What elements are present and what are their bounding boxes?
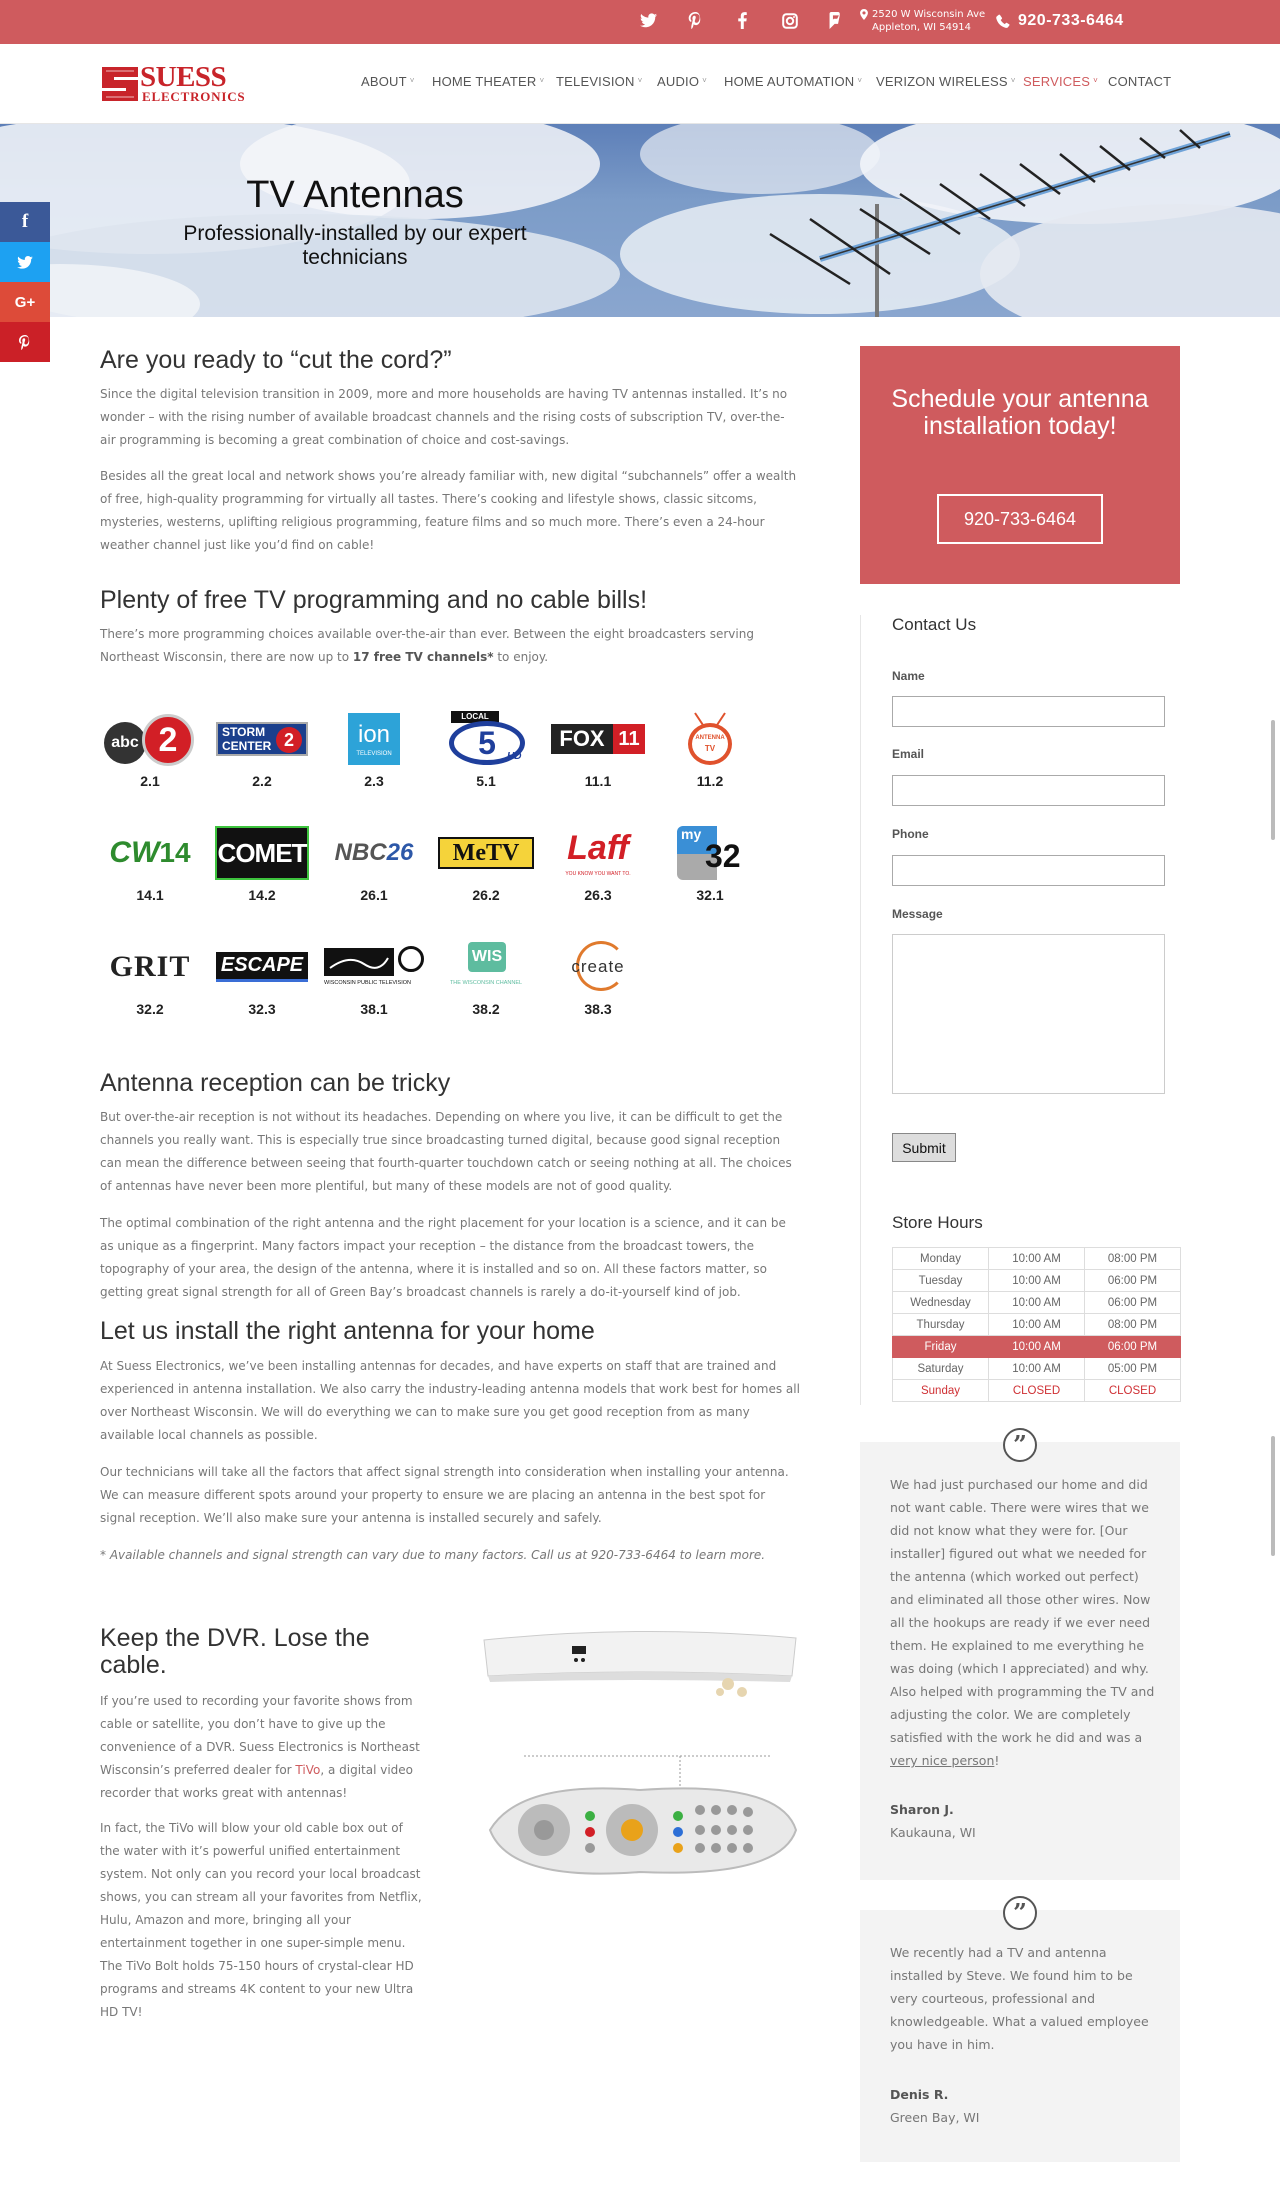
message-label: Message xyxy=(892,907,943,921)
paragraph-reception-2: The optimal combination of the right antenna and the right placement for your location is a science, and it can be as unique as a fingerprint. Many factors impact your reception – the distance from the broadcast towers, the topography of your area, the design of the antenna, where it is installed and so on. All these factors matter, so getting great signal strength for all of Green Bay’s broadcast channels is rarely a do-it-yourself kind of job. xyxy=(100,1216,786,1299)
contact-title: Contact Us xyxy=(892,615,977,634)
wisconsin-public-television-logo: WISCONSIN PUBLIC TELEVISION xyxy=(319,937,429,997)
channel-tile xyxy=(543,937,653,1037)
fox11-logo: FOX 11 xyxy=(543,709,653,769)
instagram-icon[interactable] xyxy=(782,13,798,33)
channel-number: 26.1 xyxy=(360,887,388,903)
channel-number: 32.2 xyxy=(136,1001,164,1017)
channel-tile xyxy=(543,823,653,923)
channel-tile xyxy=(319,937,429,1037)
nav-verizon-wireless[interactable]: VERIZON WIRELESS ˅ xyxy=(876,74,1016,89)
testimonial-city: Green Bay, WI xyxy=(890,2110,980,2125)
phone-label: Phone xyxy=(892,827,929,841)
my32-logo: my 32 xyxy=(655,823,765,883)
section-title-dvr: Keep the DVR. Lose the cable. xyxy=(100,1624,370,1679)
hours-row: Wednesday 10:00 AM 06:00 PM xyxy=(893,1292,1181,1314)
top-phone-number: 920-733-6464 xyxy=(1018,12,1124,29)
google-plus-icon: G+ xyxy=(14,293,36,311)
name-input[interactable] xyxy=(892,696,1165,727)
hero-subtitle: Professionally-installed by our expert technicians xyxy=(183,222,527,269)
hours-row: Monday 10:00 AM 08:00 PM xyxy=(893,1248,1181,1270)
email-input[interactable] xyxy=(892,775,1165,806)
channel-tile xyxy=(655,823,765,923)
nbc26-logo: NBC 26 xyxy=(334,839,414,866)
testimonial-card xyxy=(860,1898,1180,2162)
channel-tile xyxy=(431,937,541,1037)
chevron-down-icon: ˅ xyxy=(1010,76,1016,85)
foursquare-icon[interactable] xyxy=(829,12,842,33)
hours-row-closed: Sunday CLOSED CLOSED xyxy=(893,1380,1181,1402)
paragraph-intro: Since the digital television transition in 2009, more and more households are having TV antennas installed. It’s no wonder – with the rising number of available broadcast channels and the rising costs of subscription TV, over-the-air programming is becoming a great combination of choice and cost-savings. xyxy=(100,387,788,447)
ion-logo: ion TELEVISION xyxy=(319,709,429,769)
map-pin-icon xyxy=(860,9,868,24)
facebook-icon: f xyxy=(21,211,29,232)
nav-contact[interactable]: CONTACT xyxy=(1108,74,1172,89)
channel-tile xyxy=(319,709,429,809)
hero-banner xyxy=(0,124,1280,317)
section-title-free-tv: Plenty of free TV programming and no cable bills! xyxy=(100,586,648,614)
site-header xyxy=(0,44,1280,124)
paragraph-install-1: At Suess Electronics, we’ve been installing antennas for decades, and have experts on staff that are trained and experienced in antenna installation. We also carry the industry-leading antenna models that work best for homes all over Northeast Wisconsin. We will do everything we can to make sure you get good reception from as many available local channels as possible. xyxy=(100,1359,800,1442)
testimonial-link[interactable]: very nice person xyxy=(890,1753,995,1768)
paragraph-subchannels: Besides all the great local and network shows you’re already familiar with, new digital “subchannels” offer a wealth of free, high-quality programming for virtually all tastes. There’s cooking and lifestyle shows, classic sitcoms, mysteries, westerns, uplifting religious programming, feature films and so much more. There’s even a 24-hour weather channel just like you’d find on cable! xyxy=(100,469,797,552)
phone-input[interactable] xyxy=(892,855,1165,886)
cta-title: Schedule your antenna installation today! xyxy=(891,385,1149,440)
chevron-down-icon: ˅ xyxy=(539,76,545,85)
channel-tile xyxy=(431,823,541,923)
antenna-tv-logo: ANTENNA TV xyxy=(655,709,765,769)
cw14-logo: CW 14 xyxy=(109,836,191,869)
channel-number: 14.1 xyxy=(136,887,164,903)
cta-phone-button[interactable]: 920-733-6464 xyxy=(937,494,1103,544)
chevron-down-icon: ˅ xyxy=(702,76,708,85)
storm-center-2-logo: STORM CENTER 2 xyxy=(207,709,317,769)
facebook-icon[interactable] xyxy=(738,12,747,33)
tivo-product-image xyxy=(480,1620,800,1910)
channel-tile xyxy=(431,709,541,809)
top-phone-link[interactable] xyxy=(1018,12,1124,30)
channel-tile xyxy=(95,937,205,1037)
local-5-logo: LOCAL 5 HD xyxy=(431,709,541,769)
testimonial-card xyxy=(860,1430,1180,1880)
share-facebook-button[interactable] xyxy=(0,202,50,242)
channel-number: 38.3 xyxy=(584,1001,612,1017)
testimonial-author: Sharon J. xyxy=(890,1802,954,1817)
chevron-down-icon: ˅ xyxy=(1093,76,1098,85)
channel-number: 11.2 xyxy=(696,773,724,789)
comet-logo: COMET xyxy=(207,823,317,883)
nav-television[interactable]: TELEVISION ˅ xyxy=(556,74,643,89)
hours-row: Tuesday 10:00 AM 06:00 PM xyxy=(893,1270,1181,1292)
address-line1: 2520 W Wisconsin Ave xyxy=(872,9,986,20)
share-google-plus-button[interactable] xyxy=(0,282,50,322)
hours-row: Saturday 10:00 AM 05:00 PM xyxy=(893,1358,1181,1380)
message-textarea[interactable] xyxy=(892,934,1165,1094)
paragraph-free-channels: There’s more programming choices available over-the-air than ever. Between the eight broadcasters serving Northeast Wisconsin, there are now up to 17 free TV channels* to enjoy. xyxy=(100,627,754,664)
channel-tile xyxy=(655,709,765,809)
testimonial-text: We had just purchased our home and did not want cable. There were wires that we did not know what they were for. [Our installer] figured out what we needed for the antenna (which worked out perfect) and eliminated all those other wires. Now all the hookups are ready if we ever need them. He explained to me everything he was doing (which I appreciated) and why. Also helped with programming the TV and adjusting the color. We are completely satisfied with the work he did and was a very nice person! xyxy=(890,1477,1155,1768)
channel-number: 26.3 xyxy=(584,887,612,903)
twitter-icon[interactable] xyxy=(640,13,657,32)
pinterest-icon[interactable] xyxy=(688,12,703,33)
channel-number: 2.3 xyxy=(364,773,384,789)
email-label: Email xyxy=(892,747,925,761)
channel-number: 32.3 xyxy=(248,1001,276,1017)
laff-logo: Laff YOU KNOW YOU WANT TO. xyxy=(565,829,631,877)
channel-tile xyxy=(207,937,317,1037)
nav-home-theater[interactable]: HOME THEATER ˅ xyxy=(432,74,545,89)
channel-tile xyxy=(95,823,205,923)
testimonial-author: Denis R. xyxy=(890,2087,949,2102)
store-hours-title: Store Hours xyxy=(892,1213,983,1232)
paragraph-install-2: Our technicians will take all the factors that affect signal strength into consideration when installing your antenna. We can measure different spots around your property to ensure we are placing an antenna in the best spot for signal reception. We’ll also make sure your antenna is installed securely and safely. xyxy=(100,1465,789,1525)
logo-text-bottom: ELECTRONICS xyxy=(142,89,246,104)
grit-logo: GRIT xyxy=(109,950,191,983)
hours-row-today: Friday 10:00 AM 06:00 PM xyxy=(893,1336,1181,1358)
store-address[interactable] xyxy=(872,8,985,34)
create-logo: create xyxy=(543,937,653,997)
channel-number: 38.2 xyxy=(472,1001,500,1017)
nav-services[interactable]: SERVICES ˅ xyxy=(1023,74,1098,89)
nav-home-automation[interactable]: HOME AUTOMATION ˅ xyxy=(724,74,863,89)
phone-icon xyxy=(996,14,1010,28)
testimonial-city: Kaukauna, WI xyxy=(890,1825,976,1840)
top-bar xyxy=(0,0,1280,44)
share-pinterest-button[interactable] xyxy=(0,322,50,362)
logo-text-top: SUESS xyxy=(140,61,227,93)
address-line2: Appleton, WI 54914 xyxy=(872,22,972,33)
pinterest-icon xyxy=(19,335,31,350)
channel-tile xyxy=(319,823,429,923)
channel-number: 2.2 xyxy=(252,773,272,789)
testimonial-text: We recently had a TV and antenna installed by Steve. We found him to be very courteous, professional and knowledgeable. What a valued employee you have in him. xyxy=(890,1945,1149,2052)
submit-button[interactable]: Submit xyxy=(892,1133,956,1162)
sky-clouds-image xyxy=(0,124,1280,317)
suess-logo[interactable] xyxy=(100,63,268,105)
paragraph-tivo-1: If you’re used to recording your favorite shows from cable or satellite, you don’t have to give up the convenience of a DVR. Suess Electronics is Northeast Wisconsin’s preferred dealer for TiVo, a digital video recorder that works great with antennas! xyxy=(100,1694,420,1800)
escape-logo: ESCAPE xyxy=(207,937,317,997)
store-hours-table xyxy=(892,1247,1181,1402)
channel-number: 11.1 xyxy=(584,773,612,789)
quote-icon: ” xyxy=(1003,1896,1037,1930)
scrollbar-thumb[interactable] xyxy=(1271,1436,1275,1556)
abc2-logo: abc 2 xyxy=(95,709,205,769)
availability-note: * Available channels and signal strength can vary due to many factors. Call us at 920-733-6464 to learn more. xyxy=(100,1548,766,1562)
channel-number: 14.2 xyxy=(248,887,276,903)
channel-number: 38.1 xyxy=(360,1001,388,1017)
channel-tile xyxy=(543,709,653,809)
hours-row: Thursday 10:00 AM 08:00 PM xyxy=(893,1314,1181,1336)
schedule-cta-box xyxy=(860,346,1180,584)
channel-tile xyxy=(95,709,205,809)
chevron-down-icon: ˅ xyxy=(409,76,415,85)
section-title-cut-cord: Are you ready to “cut the cord?” xyxy=(100,346,452,374)
wis-channel-logo: WIS THE WISCONSIN CHANNEL xyxy=(431,937,541,997)
channel-number: 26.2 xyxy=(472,887,500,903)
paragraph-reception-1: But over-the-air reception is not without its headaches. Depending on where you live, it can be difficult to get the channels you really want. This is especially true since broadcasting turned digital, because good signal reception can mean the difference between seeing that fourth-quarter touchdown catch or seeing nothing at all. The choices of antennas have never been more plentiful, but many of these models are not of good quality. xyxy=(100,1110,792,1193)
paragraph-tivo-2: In fact, the TiVo will blow your old cable box out of the water with it’s powerful unified entertainment system. Not only can you record your local broadcast shows, you can stream all your favorites from Netflix, Hulu, Amazon and more, bringing all your entertainment together in one super-simple menu. The TiVo Bolt holds 75-150 hours of crystal-clear HD programs and streams 4K content to your new Ultra HD TV! xyxy=(100,1821,422,2019)
nav-audio[interactable]: AUDIO ˅ xyxy=(657,74,708,89)
section-title-reception: Antenna reception can be tricky xyxy=(100,1069,451,1097)
hero-title: TV Antennas xyxy=(246,174,464,216)
section-title-install: Let us install the right antenna for your home xyxy=(100,1317,595,1345)
channel-tile xyxy=(207,709,317,809)
twitter-icon xyxy=(17,256,33,269)
tivo-link[interactable]: TiVo xyxy=(295,1763,321,1777)
channel-number: 32.1 xyxy=(696,887,724,903)
share-twitter-button[interactable] xyxy=(0,242,50,282)
channel-number: 2.1 xyxy=(140,773,160,789)
contact-form xyxy=(860,615,1180,1405)
chevron-down-icon: ˅ xyxy=(857,76,863,85)
quote-icon: ” xyxy=(1003,1428,1037,1462)
channel-number: 5.1 xyxy=(476,773,496,789)
chevron-down-icon: ˅ xyxy=(637,76,643,85)
metv-logo: MeTV xyxy=(431,823,541,883)
nav-about[interactable]: ABOUT ˅ xyxy=(361,74,415,89)
name-label: Name xyxy=(892,669,925,683)
channel-tile xyxy=(207,823,317,923)
scrollbar-thumb[interactable] xyxy=(1271,720,1275,840)
